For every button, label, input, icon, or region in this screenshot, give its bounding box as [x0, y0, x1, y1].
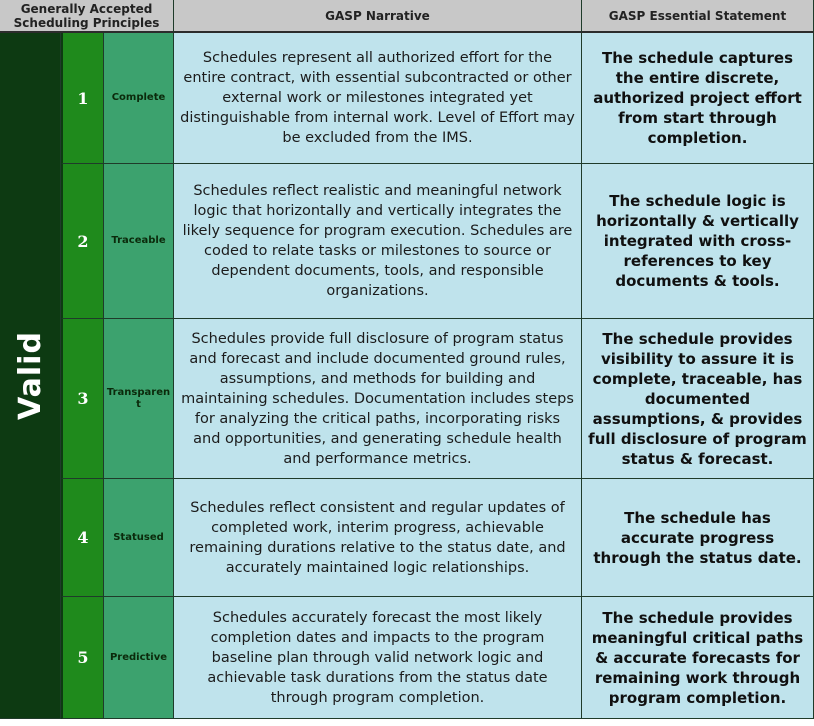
row-essential: The schedule provides meaningful critical paths & accurate forecasts for remaining work through program completion. [582, 597, 814, 719]
header-essential: GASP Essential Statement [582, 0, 814, 33]
header-narrative: GASP Narrative [174, 0, 582, 33]
row-narrative: Schedules represent all authorized effort for the entire contract, with essential subcontracted or other external work or milestones integrated yet distinguishable from internal work. Level of Effort may be excluded from the IMS. [174, 33, 582, 164]
category-label: Valid [12, 331, 48, 420]
row-number: 5 [61, 597, 104, 719]
header-principles: Generally Accepted Scheduling Principles [0, 0, 174, 33]
row-narrative: Schedules reflect realistic and meaningful network logic that horizontally and vertically integrates the likely sequence for program execution. Schedules are coded to relate tasks or milestones to source or dependent documents, tools, and responsible organizations. [174, 164, 582, 319]
row-number: 1 [61, 33, 104, 164]
row-narrative: Schedules accurately forecast the most likely completion dates and impacts to the program baseline plan through valid network logic and achievable task durations from the status date through program completion. [174, 597, 582, 719]
category-valid [0, 33, 61, 719]
row-essential: The schedule has accurate progress through the status date. [582, 479, 814, 597]
row-narrative: Schedules provide full disclosure of program status and forecast and include documented ground rules, assumptions, and methods for building and maintaining schedules. Documentation includes steps for analyzing the critical paths, incorporating risks and opportunities, and generating schedule health and performance metrics. [174, 319, 582, 479]
row-label: Predictive [104, 597, 174, 719]
row-label: Statused [104, 479, 174, 597]
row-label: Complete [104, 33, 174, 164]
row-essential: The schedule captures the entire discrete, authorized project effort from start through completion. [582, 33, 814, 164]
row-number: 4 [61, 479, 104, 597]
row-label: Transparent [104, 319, 174, 479]
row-label: Traceable [104, 164, 174, 319]
row-essential: The schedule provides visibility to assure it is complete, traceable, has documented assumptions, & provides full disclosure of program status & forecast. [582, 319, 814, 479]
row-number: 3 [61, 319, 104, 479]
row-essential: The schedule logic is horizontally & vertically integrated with cross-references to key documents & tools. [582, 164, 814, 319]
row-number: 2 [61, 164, 104, 319]
row-narrative: Schedules reflect consistent and regular updates of completed work, interim progress, achievable remaining durations relative to the status date, and accurately maintained logic relationships. [174, 479, 582, 597]
